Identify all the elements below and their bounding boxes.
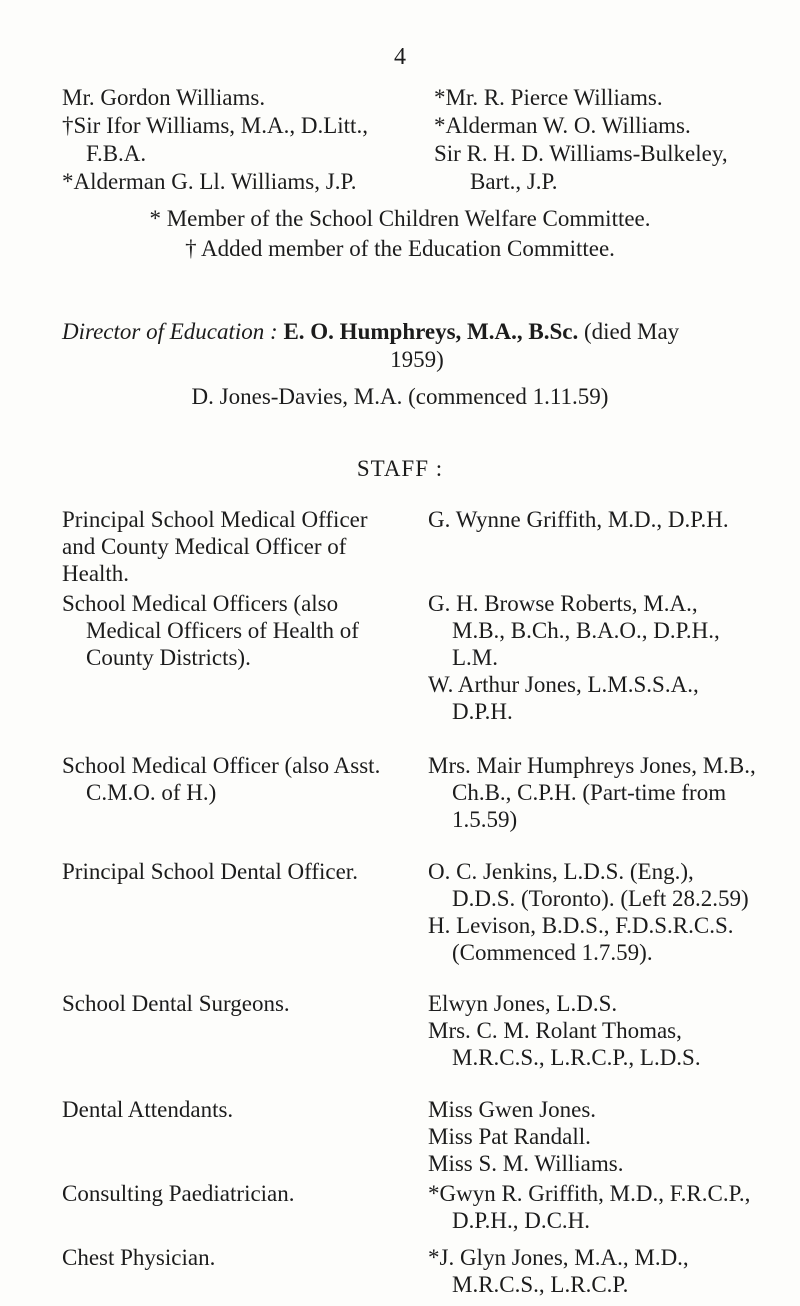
staff-role — [62, 1180, 392, 1207]
members-left-column — [62, 84, 402, 196]
staff-role — [62, 858, 392, 885]
director-of-education — [62, 318, 772, 374]
member-entry: †Sir Ifor Williams, M.A., D.Litt., — [62, 113, 368, 138]
staff-name: *Gwyn R. Griffith, M.D., F.R.C.P., — [428, 1181, 751, 1206]
staff-names — [428, 590, 774, 725]
staff-name: H. Levison, B.D.S., F.D.S.R.C.S. — [428, 913, 734, 938]
staff-name: Miss Gwen Jones. — [428, 1097, 597, 1122]
role-line: and County Medical Officer of — [62, 534, 347, 559]
director-successor: D. Jones-Davies, M.A. (commenced 1.11.59) — [191, 384, 609, 409]
staff-name: Miss S. M. Williams. — [428, 1151, 624, 1176]
staff-name-continued: M.R.C.S., L.R.C.P., L.D.S. — [452, 1045, 701, 1070]
staff-name: Elwyn Jones, L.D.S. — [428, 991, 618, 1016]
member-entry: *Alderman W. O. Williams. — [434, 113, 691, 138]
member-entry: *Alderman G. Ll. Williams, J.P. — [62, 169, 357, 194]
staff-name-continued: Ch.B., C.P.H. (Part-time from — [452, 780, 727, 805]
staff-names — [428, 858, 774, 966]
staff-name: O. C. Jenkins, L.D.S. (Eng.), — [428, 859, 694, 884]
member-entry: Mr. Gordon Williams. — [62, 85, 266, 110]
staff-name-continued: D.P.H. — [452, 699, 513, 724]
staff-name-continued: D.P.H., D.C.H. — [452, 1208, 591, 1233]
staff-name-continued: M.R.C.S., L.R.C.P. — [452, 1272, 629, 1297]
staff-name: Miss Pat Randall. — [428, 1124, 591, 1149]
director-role: Director of Education : — [62, 319, 278, 344]
staff-role — [62, 752, 392, 806]
staff-names — [428, 506, 774, 533]
staff-name: W. Arthur Jones, L.M.S.S.A., — [428, 672, 699, 697]
staff-role — [62, 990, 392, 1017]
members-right-column — [434, 84, 779, 196]
member-entry: Sir R. H. D. Williams-Bulkeley, — [434, 141, 728, 166]
staff-name: *J. Glyn Jones, M.A., M.D., — [428, 1245, 689, 1270]
staff-role — [62, 1244, 392, 1271]
footnote-welfare-committee: * Member of the School Children Welfare Committee. — [149, 206, 651, 231]
footnote-added-member: † Added member of the Education Committee. — [185, 236, 615, 261]
staff-name: G. Wynne Griffith, M.D., D.P.H. — [428, 507, 729, 532]
director-note: (died May — [583, 319, 680, 344]
role-line: Health. — [62, 561, 130, 586]
role-line: School Medical Officers (also — [62, 591, 339, 616]
role-line: C.M.O. of H.) — [86, 780, 217, 805]
role-line: Principal School Dental Officer. — [62, 859, 358, 884]
role-line: Chest Physician. — [62, 1245, 216, 1270]
member-entry-continued: F.B.A. — [86, 141, 147, 166]
member-entry-continued: Bart., J.P. — [470, 169, 558, 194]
staff-names — [428, 1096, 774, 1177]
role-line: Consulting Paediatrician. — [62, 1181, 295, 1206]
staff-names — [428, 1244, 774, 1298]
member-entry: *Mr. R. Pierce Williams. — [434, 85, 663, 110]
staff-role — [62, 506, 392, 587]
director-note-continued: 1959) — [390, 347, 444, 372]
staff-name-continued: M.B., B.Ch., B.A.O., D.P.H., — [452, 618, 720, 643]
staff-name-continued: (Commenced 1.7.59). — [452, 940, 653, 965]
staff-name: Mrs. C. M. Rolant Thomas, — [428, 1018, 682, 1043]
director-name: E. O. Humphreys, M.A., B.Sc. — [283, 319, 579, 344]
staff-name-continued: L.M. — [452, 645, 498, 670]
staff-name-continued: 1.5.59) — [452, 807, 518, 832]
staff-name: G. H. Browse Roberts, M.A., — [428, 591, 698, 616]
role-line: Dental Attendants. — [62, 1097, 234, 1122]
staff-name: Mrs. Mair Humphreys Jones, M.B., — [428, 753, 756, 778]
staff-name-continued: D.D.S. (Toronto). (Left 28.2.59) — [452, 886, 749, 911]
staff-heading: STAFF : — [356, 456, 444, 481]
staff-names — [428, 752, 774, 833]
role-line: School Medical Officer (also Asst. — [62, 753, 381, 778]
role-line: County Districts). — [86, 645, 251, 670]
staff-names — [428, 990, 774, 1071]
role-line: Principal School Medical Officer — [62, 507, 368, 532]
role-line: School Dental Surgeons. — [62, 991, 290, 1016]
staff-names — [428, 1180, 774, 1234]
role-line: Medical Officers of Health of — [86, 618, 359, 643]
staff-role — [62, 590, 392, 671]
staff-role — [62, 1096, 392, 1123]
page-number: 4 — [394, 44, 406, 70]
